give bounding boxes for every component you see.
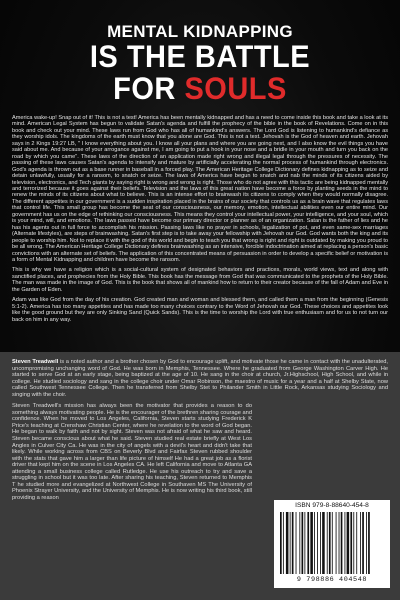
title-line-3-white: FOR bbox=[113, 71, 185, 107]
isbn-barcode bbox=[274, 500, 390, 588]
synopsis bbox=[12, 115, 388, 327]
title-block bbox=[0, 22, 400, 107]
title-line-3-red: SOULS bbox=[184, 71, 287, 107]
synopsis-paragraph-3: Adam was like God from the day of his creation. God created man and woman and blessed them, and called them a man from the beginning (Genesis 5:1-2). America has too many appetites and has made too many choices contrary to the Word of Jehovah our God. These choices and appetites look like the good ground but they are only Sinking Sand (Quick Sands). This is the time to worship the Lord with true enthusiasm and for us to not turn our back on him in any way. bbox=[12, 297, 388, 323]
title-line-1: MENTAL KIDNAPPING bbox=[107, 22, 293, 41]
synopsis-paragraph-1: America wake-up! Snap out of it! This is not a test! America has been mentally kidnapped and has a need to come inside this book and take a look at its mind. American Legal System has begun to validate Satan's agenda and fulfill the prophecy of the bible in the book of Revelations. Come on in this book and check out your mind. These laws run from God who has all of humankind's answers. The Lord God is listening to humankind's defiance as they worship idols. The kingdoms of the earth must know that you alone are God. This is not a test. Jehovah is the God of heaven and earth. Jehovah says in 2 Kings 19:27 LB, " I know everything about you. I know all your plans and where you are going next, and I also know the evil things you have said about me. And because of your arrogance against me, I am going to put a hook in your nose and a bridle in your mouth and turn you back on the road by which you came". These laws of the direction of an application made right wrong and illegal legal through the pressures of necessity. The passing of these laws causes Satan's agenda to intensify and mature by artificially accelerating the normal process of humankind through electronics. God's agenda is thrown out as a base runner in baseball in a forced play. The American Heritage College Dictionary defines kidnapping as to seize and detain unlawfully, usually for a ransom, to snatch or seize. The laws of America have begun to snatch and nab the minds of its citizens aided by television, electronics, and Tech giants by saying right is wrong and wrong is right. Those who do not agree with this tactic are being kidnapped mentally and terrorized because it goes against their beliefs. Television and the laws of this great nation have become a force by planting seeds in the mind to renew the minds of its citizens about what to believe. This is an intense effort to brainwash its citizens to comply when they would normally disagree. The different appetites in our government is a sudden inspiration placed in the brains of our society that controls us as a brain wave that regulates laws that control life. This small group has become the seat of our consciousness, our memory, emotion, intellectual abilities even our entire mind. Our government has us on the edge of rethinking our consciousness. This means they control your intellectual power, your intelligence, and your soul, which is your mind, will, and emotions. The laws passed have become our primary director or planner as of an organization. Satan is the father of lies and he has his agents out in full force to accomplish his mission. Passing laws like no prayer in schools, legalization of pot, and even same-sex marriages (Alternate lifestyles), are steps of brainwashing. Satan's first step is to take away your fellowship with Jehovah our God. God wants both the king and its people to worship him. Not to replace it with the god of this world and begin to teach you that wrong is right and right is outdated by making you proud to be all wrong. The American Heritage College Dictionary defines brainwashing as an intensive, forcible indoctrination aimed at replacing a person's basic convictions with an alternate set of beliefs. The application of this concentrated means of persuasion in order to develop a specific belief or motivation is a form of Mental Kidnapping and children have become the ransom. bbox=[12, 115, 388, 263]
author-name: Steven Treadwell bbox=[12, 359, 59, 365]
author-bio-paragraph-2: Steven Treadwell's mission has always been the motivator that provides a reason to do something always motivating people. He is the encourager of the brethren sharing courage and confidence. When he moved to Los Angeles, California, Steven starts studying Frederick K Price's teaching at Crenshaw Christian Center, where he revelation to the word of God began. He began to walk by faith and not by sight. Steven was not afraid of what he saw and heard. Steven became conscious about what he said. Steven studied real estate briefly at West Los Angles in Culver City Ca. He was in the city of angels with a devil's heart and didn't take that likely. While working across from CBS on Beverly Blvd and Fairfax Steven rubbed shoulder with the stats that gave him a larger than life picture of himself He had a great job as a florist driver that kept him on the scene in Los Angeles CA. He left California and move to Atlanta GA attending a small business college called Rutledge. He use his outreach to try and save a struggling in school but it was too late. After sharing his teaching, Steven returned to Memphis T he studied more and evangelized at Northwest College in Southaven MS The University of Phoenix Strayer University, and the University of Memphis. He is now writing his third book, still providing a reason bbox=[12, 403, 252, 501]
author-bio-text-1: is a noted author and a brother chosen by God to encourage uplift, and motivate those he came in contact with the unadulterated, uncompromising unchanging word of God. He was born in Memphis, Tennessee. Where he graduated from George Washington Carver High. He started to serve God at an early stage, being baptized at the age of 10. He sang in the choir at church, Jr.Highschool, High School, and while in college. He studied sociology and sang in the college choir under Omar Robinson, the maestro of music for a year and a half at Shelby State, now called Southwest Tennessee College. Then he transferred from Shelby Stet to Philander Smith in Little Rock, Arkansas studying Sociology and singing with the choir. bbox=[12, 359, 388, 398]
synopsis-paragraph-2: This is why we have a religion which is a social-cultural system of designated behaviors and practices, morals, world views, text and along with sanctified places, and prophecies from the Holy Bible. This book has the message from God that was communicated to the prophets of the Holy Bible. The man was made in the image of God. This is the book that shows all of mankind how to return to their creator because of the fall of Adam and Eve in the Garden of Eden. bbox=[12, 267, 388, 293]
isbn-label: ISBN 979-8-88640-454-8 bbox=[295, 502, 369, 509]
author-bio bbox=[12, 359, 388, 506]
author-bio-paragraph-1 bbox=[12, 359, 388, 398]
barcode-bars bbox=[280, 512, 384, 574]
title-line-3 bbox=[0, 73, 400, 106]
title-line-2: IS THE BATTLE bbox=[89, 39, 311, 75]
barcode-number: 9 798886 404548 bbox=[296, 576, 368, 584]
